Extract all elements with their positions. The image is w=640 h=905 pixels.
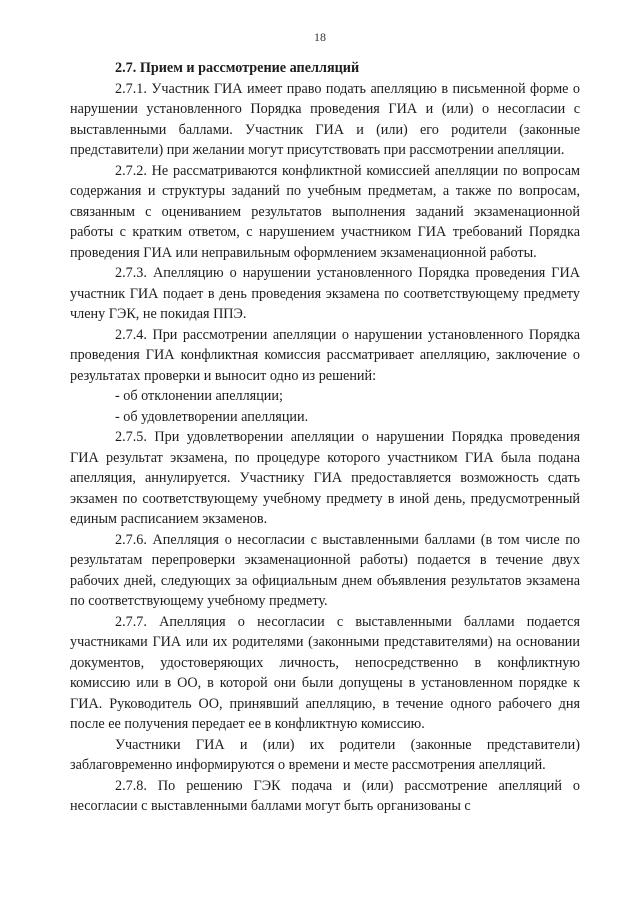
paragraph-2-7-8: 2.7.8. По решению ГЭК подача и (или) рассмотрение апелляций о несогласии с выставленными баллами могут быть организованы с	[70, 777, 580, 814]
list-item-satisfy: - об удовлетворении апелляции.	[115, 408, 309, 425]
paragraph-2-7-6: 2.7.6. Апелляция о несогласии с выставленными баллами (в том числе по результатам перепроверки экзаменационной работы) подается в течение двух рабочих дней, следующих за официальным днем объявления результатов экзамена по соответствующему учебному предмету.	[70, 531, 580, 609]
document-body	[70, 58, 580, 817]
page-number: 18	[314, 30, 326, 44]
list-item-reject: - об отклонении апелляции;	[115, 388, 283, 404]
paragraph-2-7-2: 2.7.2. Не рассматриваются конфликтной комиссией апелляции по вопросам содержания и структуры заданий по учебным предметам, а также по вопросам, связанным с оцениванием результатов выполнения заданий экзаменационной работы с кратким ответом, с нарушением участником ГИА требований Порядка проведения ГИА или неправильным оформлением экзаменационной работы.	[70, 162, 580, 261]
paragraph-participants-informed: Участники ГИА и (или) их родители (законные представители) заблаговременно информируются о времени и месте рассмотрения апелляций.	[70, 736, 580, 773]
section-heading: 2.7. Прием и рассмотрение апелляций	[115, 60, 360, 76]
paragraph-2-7-4: 2.7.4. При рассмотрении апелляции о нарушении установленного Порядка проведения ГИА конфликтная комиссия рассматривает апелляцию, заключение о результатах проверки и выносит одно из решений:	[70, 326, 580, 384]
paragraph-2-7-5: 2.7.5. При удовлетворении апелляции о нарушении Порядка проведения ГИА результат экзамена, по процедуре которого участником ГИА была подана апелляция, аннулируется. Участнику ГИА предоставляется возможность сдать экзамен по соответствующему учебному предмету в иной день, предусмотренный единым расписанием экзаменов.	[70, 429, 580, 527]
paragraph-2-7-3: 2.7.3. Апелляцию о нарушении установленного Порядка проведения ГИА участник ГИА подает в день проведения экзамена по соответствующему предмету члену ГЭК, не покидая ППЭ.	[70, 265, 580, 322]
paragraph-2-7-1: 2.7.1. Участник ГИА имеет право подать апелляцию в письменной форме о нарушении установленного Порядка проведения ГИА и (или) о несогласии с выставленными баллами. Участник ГИА и (или) его родители (законные представители) при желании могут присутствовать при рассмотрении апелляции.	[70, 80, 580, 158]
paragraph-2-7-7: 2.7.7. Апелляция о несогласии с выставленными баллами подается участниками ГИА или их родителями (законными представителями) на основании документов, удостоверяющих личность, непосредственно в конфликтную комиссию или в ОО, в которой они были допущены в установленном порядке к ГИА. Руководитель ОО, принявший апелляцию, в течение одного рабочего дня после ее получения передает ее в конфликтную комиссию.	[70, 613, 580, 732]
